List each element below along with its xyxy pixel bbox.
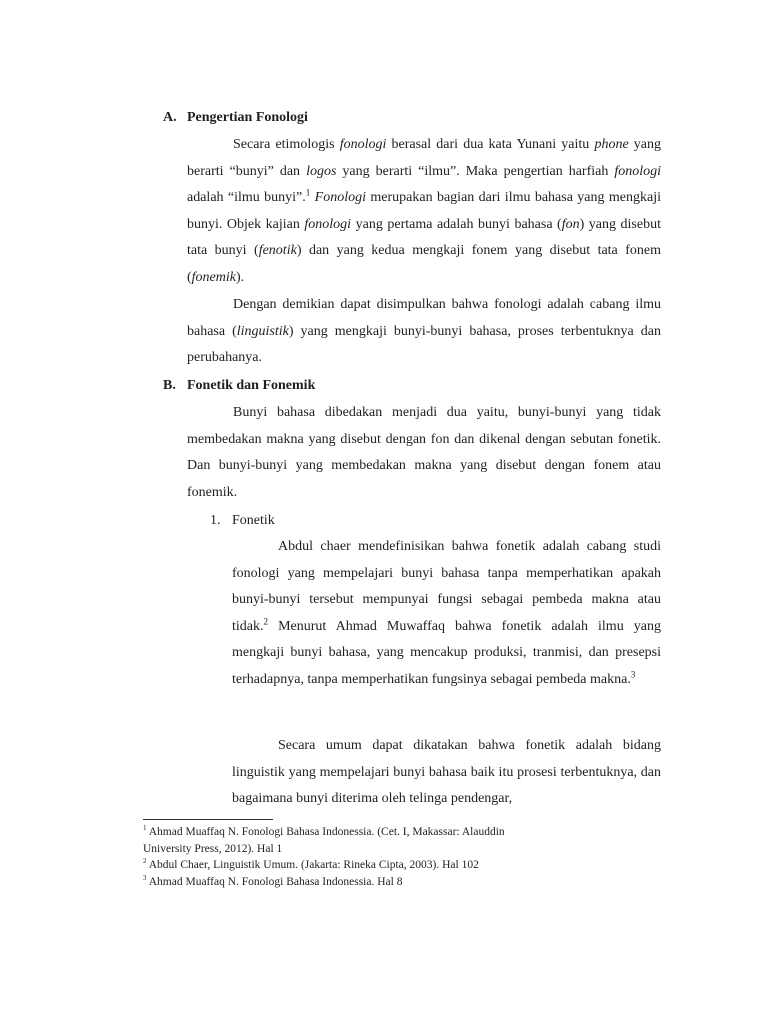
footnote-text: University Press, 2012). Hal 1 xyxy=(143,842,283,855)
footnote-ref[interactable]: 3 xyxy=(630,669,636,680)
italic-term: fonologi xyxy=(304,216,352,232)
footnote-number: 3 xyxy=(143,873,147,882)
footnote-ref[interactable]: 2 xyxy=(263,616,268,627)
text-run: Menurut Ahmad Muwaffaq bahwa fonetik adalah ilmu yang mengkaji bunyi bahasa, yang mencakup produksi, tranmisi, dan presepsi terhadapnya, tanpa memperhatikan fungsinya sebagai pembeda makna. xyxy=(232,618,661,687)
italic-term: fonemik xyxy=(191,269,236,285)
text-run: yang berarti “bunyi” dan xyxy=(187,137,662,179)
section-a-title: Pengertian Fonologi xyxy=(187,110,308,125)
italic-term: Fonologi xyxy=(314,190,367,206)
text-run: yang berarti “ilmu”. Maka pengertian harfiah xyxy=(336,163,615,179)
section-b-marker: B. xyxy=(163,378,176,393)
list-item-label: Fonetik xyxy=(232,513,275,528)
footnote-3 xyxy=(143,874,543,891)
fonetik-paragraph-2: Secara umum dapat dikatakan bahwa fonetik adalah bidang linguistik yang mempelajari bunyi bahasa baik itu prosesi terbentuknya, dan bagaimana bunyi diterima oleh telinga pendengar, xyxy=(232,738,661,807)
footnote-1 xyxy=(143,824,543,857)
section-b-paragraph-1: Bunyi bahasa dibedakan menjadi dua yaitu, bunyi-bunyi yang tidak membedakan makna yang disebut dengan fon dan dikenal dengan sebutan fonetik. Dan bunyi-bunyi yang membedakan makna yang disebut dengan fonem atau fonemik. xyxy=(187,405,661,500)
footnote-text: Abdul Chaer, Linguistik Umum. (Jakarta: Rineka Cipta, 2003). Hal 102 xyxy=(146,859,479,871)
italic-term: fon xyxy=(561,216,580,232)
list-item-marker: 1. xyxy=(210,513,221,528)
section-a-paragraph-2 xyxy=(187,292,661,372)
section-a-heading xyxy=(163,110,308,126)
section-a-paragraph-1 xyxy=(187,132,661,292)
footnote-text: Ahmad Muaffaq N. Fonologi Bahasa Indonessia. (Cet. I, Makassar: Alauddin xyxy=(146,826,505,838)
text-run: berasal dari dua kata Yunani yaitu xyxy=(386,137,595,152)
section-b-title: Fonetik dan Fonemik xyxy=(187,378,316,393)
text-run: ) yang disebut tata bunyi ( xyxy=(187,216,661,259)
text-run: ) dan yang kedua mengkaji fonem yang disebut tata fonem ( xyxy=(187,243,662,285)
italic-term: linguistik xyxy=(236,323,289,339)
section-b-heading xyxy=(163,378,315,394)
section-a-marker: A. xyxy=(163,110,177,125)
text-run: merupakan bagian dari ilmu bahasa yang mengkaji bunyi. Objek kajian xyxy=(187,190,661,232)
footnote-separator xyxy=(143,819,273,820)
list-item-fonetik xyxy=(210,513,275,529)
footnote-2 xyxy=(143,857,543,874)
italic-term: fonologi xyxy=(614,163,661,179)
italic-term: fonologi xyxy=(339,137,387,152)
footnote-number: 1 xyxy=(143,824,147,833)
text-run: Dengan demikian dapat disimpulkan bahwa fonologi adalah cabang ilmu bahasa ( xyxy=(187,297,661,339)
fonetik-paragraph-1 xyxy=(232,534,661,694)
text-run: adalah “ilmu bunyi”. xyxy=(187,190,306,206)
italic-term: logos xyxy=(306,163,337,179)
footnotes xyxy=(143,824,543,890)
footnote-number: 2 xyxy=(143,857,147,866)
footnote-ref[interactable]: 1 xyxy=(305,187,311,198)
footnote-text: Ahmad Muaffaq N. Fonologi Bahasa Indonessia. Hal 8 xyxy=(146,875,403,888)
text-run: ) yang mengkaji bunyi-bunyi bahasa, proses terbentuknya dan perubahanya. xyxy=(187,323,661,366)
text-run: ). xyxy=(236,269,245,285)
italic-term: phone xyxy=(594,137,629,152)
text-run: Secara etimologis xyxy=(233,137,340,152)
text-run: Abdul chaer mendefinisikan bahwa fonetik adalah cabang studi fonologi yang mempelajari bunyi bahasa tanpa memperhatikan apakah bunyi-bunyi tersebut mempunyai fungsi sebagai pembeda makna atau tidak. xyxy=(232,539,661,634)
italic-term: fenotik xyxy=(258,243,297,259)
text-run: yang pertama adalah bunyi bahasa ( xyxy=(351,216,562,232)
